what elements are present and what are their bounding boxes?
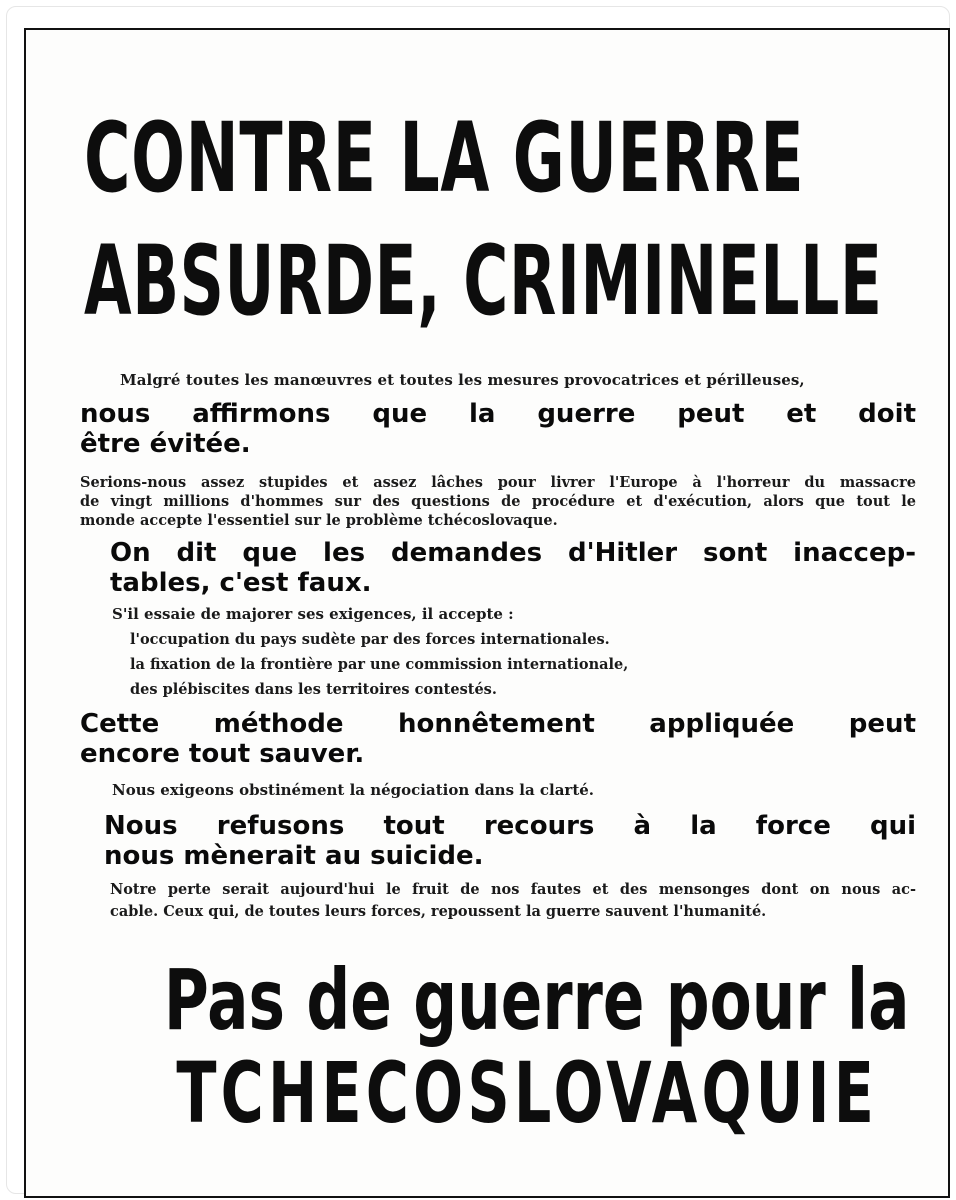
claim-refuse-force-line-1: Nous refusons tout recours à la force qui (104, 811, 916, 841)
headline-line-1: CONTRE LA GUERRE (84, 102, 805, 214)
claim-refuse-force (104, 811, 916, 871)
claim-hitler-demands-line-2: tables, c'est faux. (110, 568, 372, 598)
claim-war-avoidable-line-2: être évitée. (80, 429, 251, 459)
paragraph-europe-massacre-line-1: Serions-nous assez stupides et assez lâches pour livrer l'Europe à l'horreur du massacre (80, 474, 916, 491)
list-item: des plébiscites dans les territoires contestés. (130, 681, 497, 698)
list-item: la fixation de la frontière par une commission internationale, (130, 656, 629, 673)
paragraph-europe-massacre-line-3: monde accepte l'essentiel sur le problème tchécoslovaque. (80, 512, 558, 529)
intro-text: Malgré toutes les manœuvres et toutes les mesures provocatrices et périlleuses, (120, 371, 805, 389)
claim-method-can-save (80, 709, 916, 769)
paragraph-humanity (110, 879, 916, 923)
paragraph-europe-massacre (80, 473, 916, 530)
headline-line-2: ABSURDE, CRIMINELLE (84, 225, 883, 337)
claim-refuse-force-line-2: nous mènerait au suicide. (104, 841, 484, 871)
slogan-line-1-text: Pas de guerre pour la (163, 951, 910, 1049)
slogan-line-2-text: TCHECOSLOVAQUIE (176, 1044, 879, 1142)
slogan-line-1 (26, 951, 952, 1049)
paragraph-humanity-line-1: Notre perte serait aujourd'hui le fruit de nos fautes et des mensonges dont on nous ac- (110, 881, 916, 898)
claim-method-can-save-line-2: encore tout sauver. (80, 739, 365, 769)
claim-hitler-demands-line-1: On dit que les demandes d'Hitler sont inaccep- (110, 538, 916, 568)
claim-method-can-save-line-1: Cette méthode honnêtement appliquée peut (80, 709, 916, 739)
paragraph-europe-massacre-line-2: de vingt millions d'hommes sur des questions de procédure et d'exécution, alors que tout le (80, 493, 916, 510)
poster (24, 28, 950, 1198)
list-item: l'occupation du pays sudète par des forces internationales. (130, 631, 610, 648)
slogan-line-2 (26, 1044, 952, 1142)
claim-war-avoidable-line-1: nous affirmons que la guerre peut et doit (80, 399, 916, 429)
paragraph-humanity-line-2: cable. Ceux qui, de toutes leurs forces, repoussent la guerre sauvent l'humanité. (110, 903, 767, 920)
list-lead-text: S'il essaie de majorer ses exigences, il accepte : (112, 605, 514, 623)
negotiation-note: Nous exigeons obstinément la négociation dans la clarté. (112, 781, 595, 799)
claim-war-avoidable (80, 399, 916, 459)
claim-hitler-demands (110, 538, 916, 598)
